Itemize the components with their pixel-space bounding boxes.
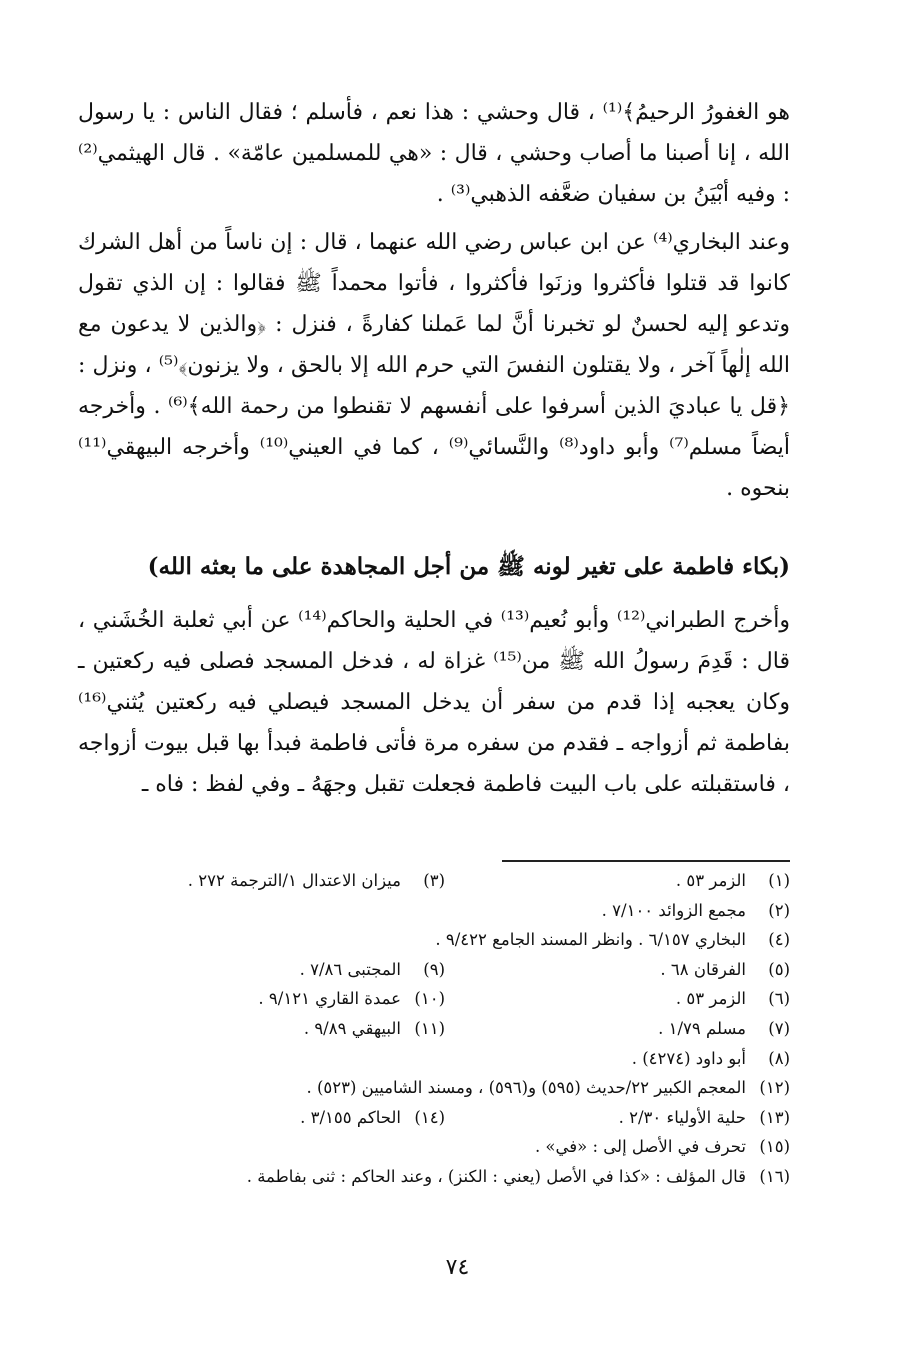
footnote-row (100, 1073, 790, 1103)
footnote-number: (٣) (423, 871, 445, 890)
footnote-10 (258, 984, 445, 1014)
footnote-number: (١٤) (414, 1107, 445, 1127)
main-text-block-2 (78, 222, 790, 509)
footnote-number: (١١) (414, 1018, 445, 1038)
footnote-text: الحاكم ٣/١٥٥ . (300, 1107, 401, 1127)
footnote-number: (٢) (768, 900, 790, 920)
footnote-row (100, 984, 790, 1014)
footnote-text: البخاري ٦/١٥٧ . وانظر المسند الجامع ٩/٤٢٢ . (435, 930, 746, 950)
footnote-row (100, 896, 790, 926)
footnote-text: مسلم ١/٧٩ . (658, 1018, 746, 1038)
footnote-text: تحرف في الأصل إلى : «في» . (534, 1137, 746, 1157)
footnote-text: الزمر ٥٣ . (675, 871, 746, 890)
footnote-8 (632, 1044, 790, 1074)
footnote-row (100, 1132, 790, 1162)
footnote-12 (306, 1073, 790, 1103)
paragraph-3: وأخرج الطبراني⁽¹²⁾ وأبو نُعيم⁽¹³⁾ في الحلية والحاكم⁽¹⁴⁾ عن أبي ثعلبة الخُشَني ، قال : قَدِمَ رسولُ الله ﷺ من⁽¹⁵⁾ غزاة له ، فدخل المسجد فصلى فيه ركعتين ـ وكان يعجبه إذا قدم من سفر أن يدخل المسجد فيصلي فيه ركعتين يُثني⁽¹⁶⁾ بفاطمة ثم أزواجه ـ فقدم من سفره مرة فأتى فاطمة فبدأ بها قبل بيوت أزواجه ، فاستقبلته على باب البيت فاطمة فجعلت تقبل وجهَهُ ـ وفي لفظ : فاه ـ (78, 608, 790, 797)
main-text-block-3 (78, 600, 790, 805)
footnote-number: (٥) (768, 959, 790, 979)
footnote-number: (١٠) (414, 989, 445, 1009)
footnote-number: (١) (768, 871, 790, 890)
footnote-row (100, 1014, 790, 1044)
footnote-row (100, 866, 790, 896)
footnote-row (100, 925, 790, 955)
footnote-row (100, 1162, 790, 1192)
footnote-number: (٨) (768, 1048, 790, 1068)
footnote-number: (٤) (768, 930, 790, 950)
footnote-number: (٦) (768, 989, 790, 1009)
paragraph-1: هو الغفورُ الرحيمُ﴾⁽¹⁾ ، قال وحشي : هذا نعم ، فأسلم ؛ فقال الناس : يا رسول الله ، إنا أصبنا ما أصاب وحشي ، قال : «هي للمسلمين عامّة» . قال الهيثمي⁽²⁾ : وفيه أبْيَنُ بن سفيان ضعَّفه الذهبي⁽³⁾ . (78, 100, 790, 207)
footnote-7 (445, 1014, 790, 1044)
footnote-2 (602, 896, 790, 926)
footnote-9 (300, 955, 445, 985)
section-heading: (بكاء فاطمة على تغير لونه ﷺ من أجل المجاهدة على ما بعثه الله) (147, 553, 790, 580)
footnote-6 (445, 984, 790, 1014)
footnote-number: (٧) (768, 1018, 790, 1038)
main-text-block (78, 92, 790, 215)
footnotes (100, 866, 790, 1192)
footnote-text: عمدة القاري ٩/١٢١ . (258, 989, 401, 1009)
footnote-15 (535, 1132, 790, 1162)
footnote-14 (300, 1103, 445, 1133)
footnote-number: (١٦) (759, 1166, 790, 1186)
paragraph-2: وعند البخاري⁽⁴⁾ عن ابن عباس رضي الله عنهما ، قال : إن ناساً من أهل الشرك كانوا قد قتلوا فأكثروا وزنَوا فأكثروا ، فأتوا محمداً ﷺ فقالوا : إن الذي تقول وتدعو إليه لحسنٌ لو تخبرنا أنَّ لما عَملنا كفارةً ، فنزل : ﴿والذين لا يدعون مع الله إلٰهاً آخر ، ولا يقتلون النفسَ التي حرم الله إلا بالحق ، ولا يزنون﴾⁽⁵⁾ ، ونزل : ﴿قل يا عباديَ الذين أسرفوا على أنفسهم لا تقنطوا من رحمة الله﴾⁽⁶⁾ . وأخرجه أيضاً مسلم⁽⁷⁾ وأبو داود⁽⁸⁾ والنَّسائي⁽⁹⁾ ، كما في العيني⁽¹⁰⁾ وأخرجه البيهقي⁽¹¹⁾ بنحوه . (78, 230, 791, 501)
footnote-text: مجمع الزوائد ٧/١٠٠ . (601, 900, 746, 920)
footnote-row (100, 1103, 790, 1133)
footnote-text: المجتبى ٧/٨٦ . (299, 959, 401, 979)
footnote-number: (١٥) (759, 1137, 790, 1157)
footnote-text: المعجم الكبير ٢٢/حديث (٥٩٥) و(٥٩٦) ، ومسند الشاميين (٥٢٣) . (306, 1078, 746, 1098)
footnote-row (100, 1044, 790, 1074)
footnote-text: أبو داود (٤٢٧٤) . (631, 1048, 746, 1068)
footnote-1 (445, 866, 790, 896)
footnote-13 (445, 1103, 790, 1133)
footnote-text: الزمر ٥٣ . (675, 989, 746, 1009)
footnote-3 (188, 866, 445, 896)
footnote-text: الفرقان ٦٨ . (660, 959, 746, 979)
footnote-4 (435, 925, 790, 955)
footnote-text: البيهقي ٩/٨٩ . (303, 1018, 401, 1038)
footnote-row (100, 955, 790, 985)
footnote-text: ميزان الاعتدال ١/الترجمة ٢٧٢ . (187, 871, 401, 890)
footnote-5 (445, 955, 790, 985)
footnote-11 (304, 1014, 445, 1044)
footnote-number: (١٣) (759, 1107, 790, 1127)
footnote-divider (502, 860, 790, 862)
footnote-number: (١٢) (759, 1078, 790, 1098)
page-number: ٧٤ (445, 1255, 470, 1280)
footnote-16 (247, 1162, 790, 1192)
footnote-text: حلية الأولياء ٢/٣٠ . (618, 1107, 746, 1127)
footnote-number: (٩) (423, 959, 445, 979)
footnote-text: قال المؤلف : «كذا في الأصل (يعني : الكنز) ، وعند الحاكم : ثنى بفاطمة . (246, 1166, 746, 1186)
